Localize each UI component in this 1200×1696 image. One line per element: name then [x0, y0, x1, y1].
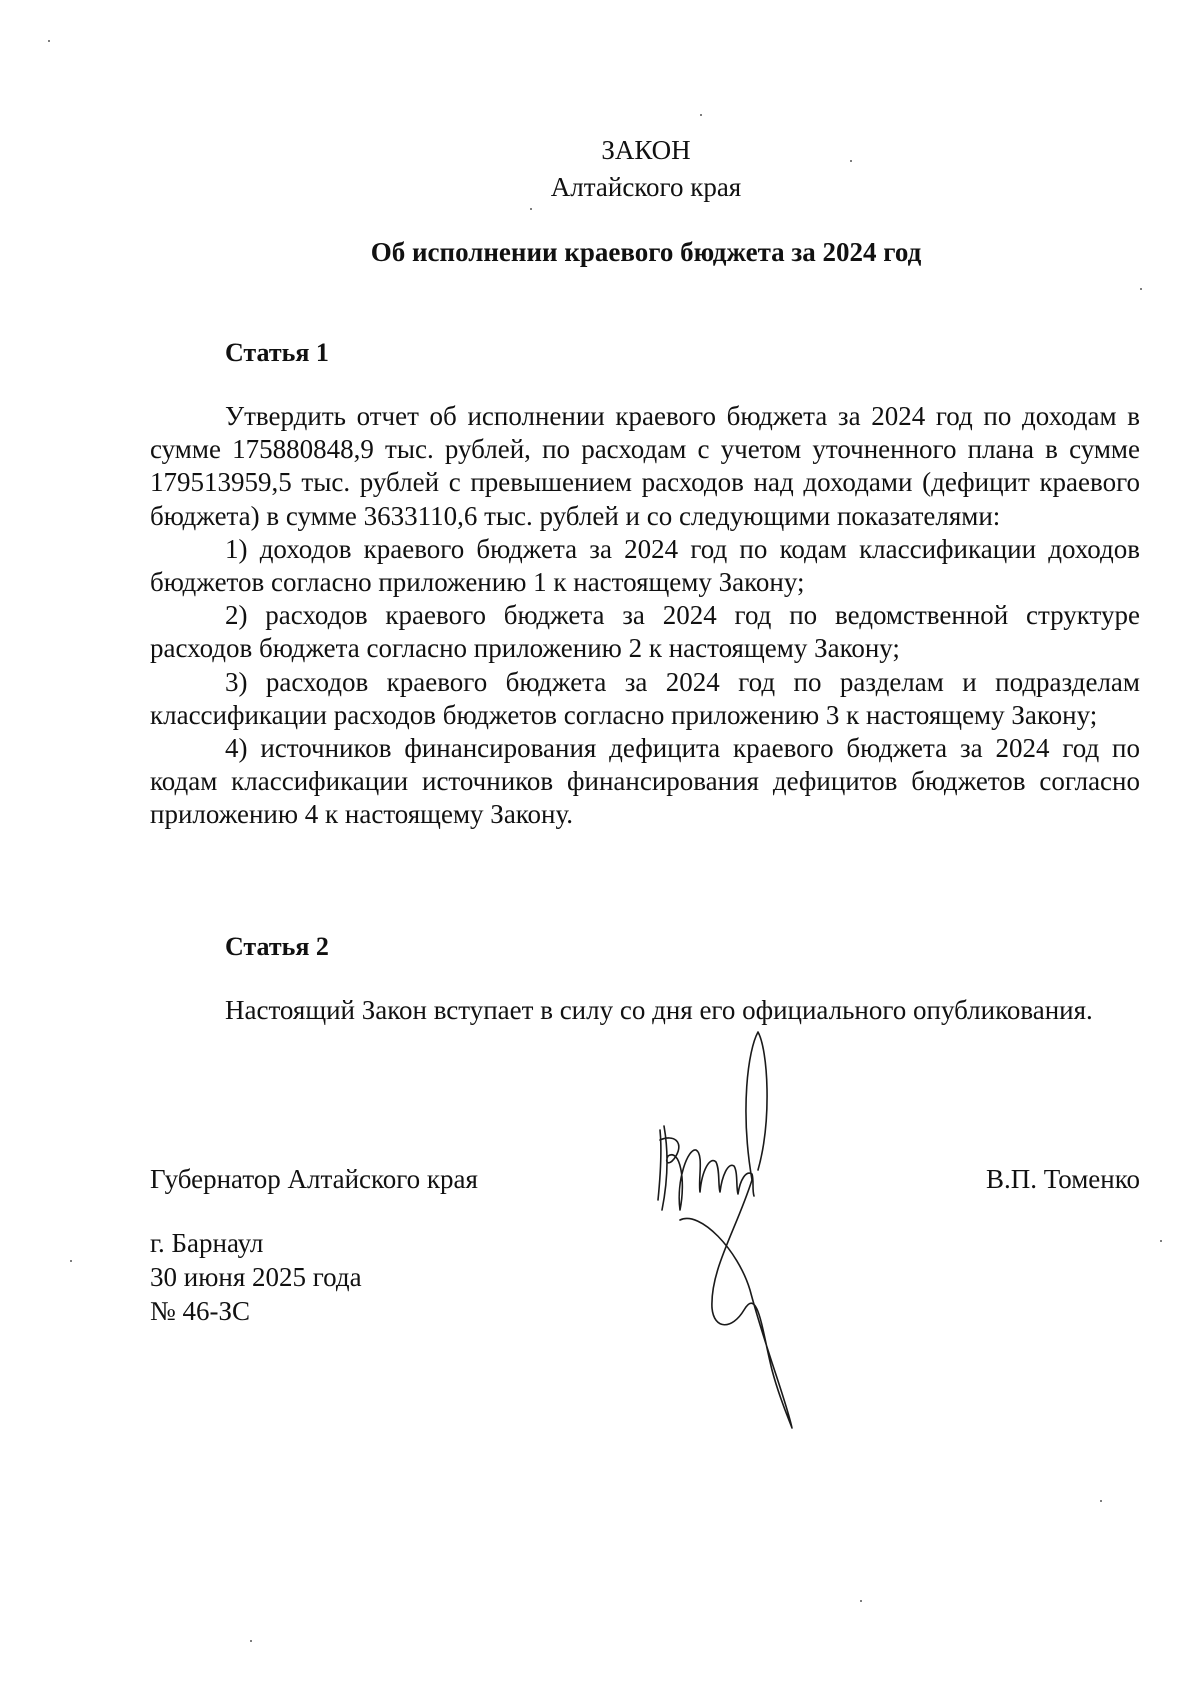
governor-name: В.П. Томенко: [986, 1164, 1140, 1194]
governor-position: Губернатор Алтайского края: [150, 1164, 478, 1194]
scan-speck: [48, 40, 50, 42]
city: г. Барнаул: [150, 1228, 264, 1258]
scan-speck: [850, 160, 852, 162]
article-2-title: Статья 2: [225, 932, 329, 961]
article-1-item-3: 3) расходов краевого бюджета за 2024 год по разделам и подразделам классификации расходов бюджетов согласно приложению 3 к настоящему Закону;: [150, 666, 1140, 730]
scan-speck: [1140, 288, 1142, 290]
scan-speck: [70, 1260, 72, 1262]
law-number: № 46-ЗС: [150, 1296, 251, 1326]
scan-speck: [1100, 1500, 1102, 1502]
article-1-paragraph: Утвердить отчет об исполнении краевого бюджета за 2024 год по доходам в сумме 175880848,9 тыс. рублей, по расходам с учетом уточненного плана в сумме 179513959,5 тыс. рублей с превышением расходов над доходами (дефицит краевого бюджета) в сумме 3633110,6 тыс. рублей и со следующими показателями:: [150, 401, 1140, 531]
scan-speck: [1160, 1240, 1162, 1242]
place-date-block: [150, 1226, 362, 1328]
law-region: Алтайского края: [550, 172, 742, 202]
article-1-body: [150, 400, 1140, 832]
article-1-item-1: 1) доходов краевого бюджета за 2024 год по кодам классификации доходов бюджетов согласно приложению 1 к настоящему Закону;: [150, 533, 1140, 598]
scan-speck: [700, 114, 702, 116]
article-1-title: Статья 1: [225, 338, 329, 367]
article-2-body: [150, 994, 1140, 1027]
handwritten-signature: [640, 1030, 840, 1430]
scan-speck: [860, 1600, 862, 1602]
law-word: ЗАКОН: [601, 135, 691, 165]
article-2-paragraph: Настоящий Закон вступает в силу со дня его официального опубликования.: [225, 995, 1093, 1025]
scan-speck: [530, 208, 532, 210]
law-title: Об исполнении краевого бюджета за 2024 год: [370, 237, 922, 267]
article-1-item-4: 4) источников финансирования дефицита краевого бюджета за 2024 год по кодам классификации источников финансирования дефицитов бюджетов согласно приложению 4 к настоящему Закону.: [150, 733, 1140, 830]
date: 30 июня 2025 года: [150, 1262, 362, 1292]
article-1-item-2: 2) расходов краевого бюджета за 2024 год по ведомственной структуре расходов бюджета согласно приложению 2 к настоящему Закону;: [150, 600, 1140, 664]
scan-speck: [250, 1640, 252, 1642]
